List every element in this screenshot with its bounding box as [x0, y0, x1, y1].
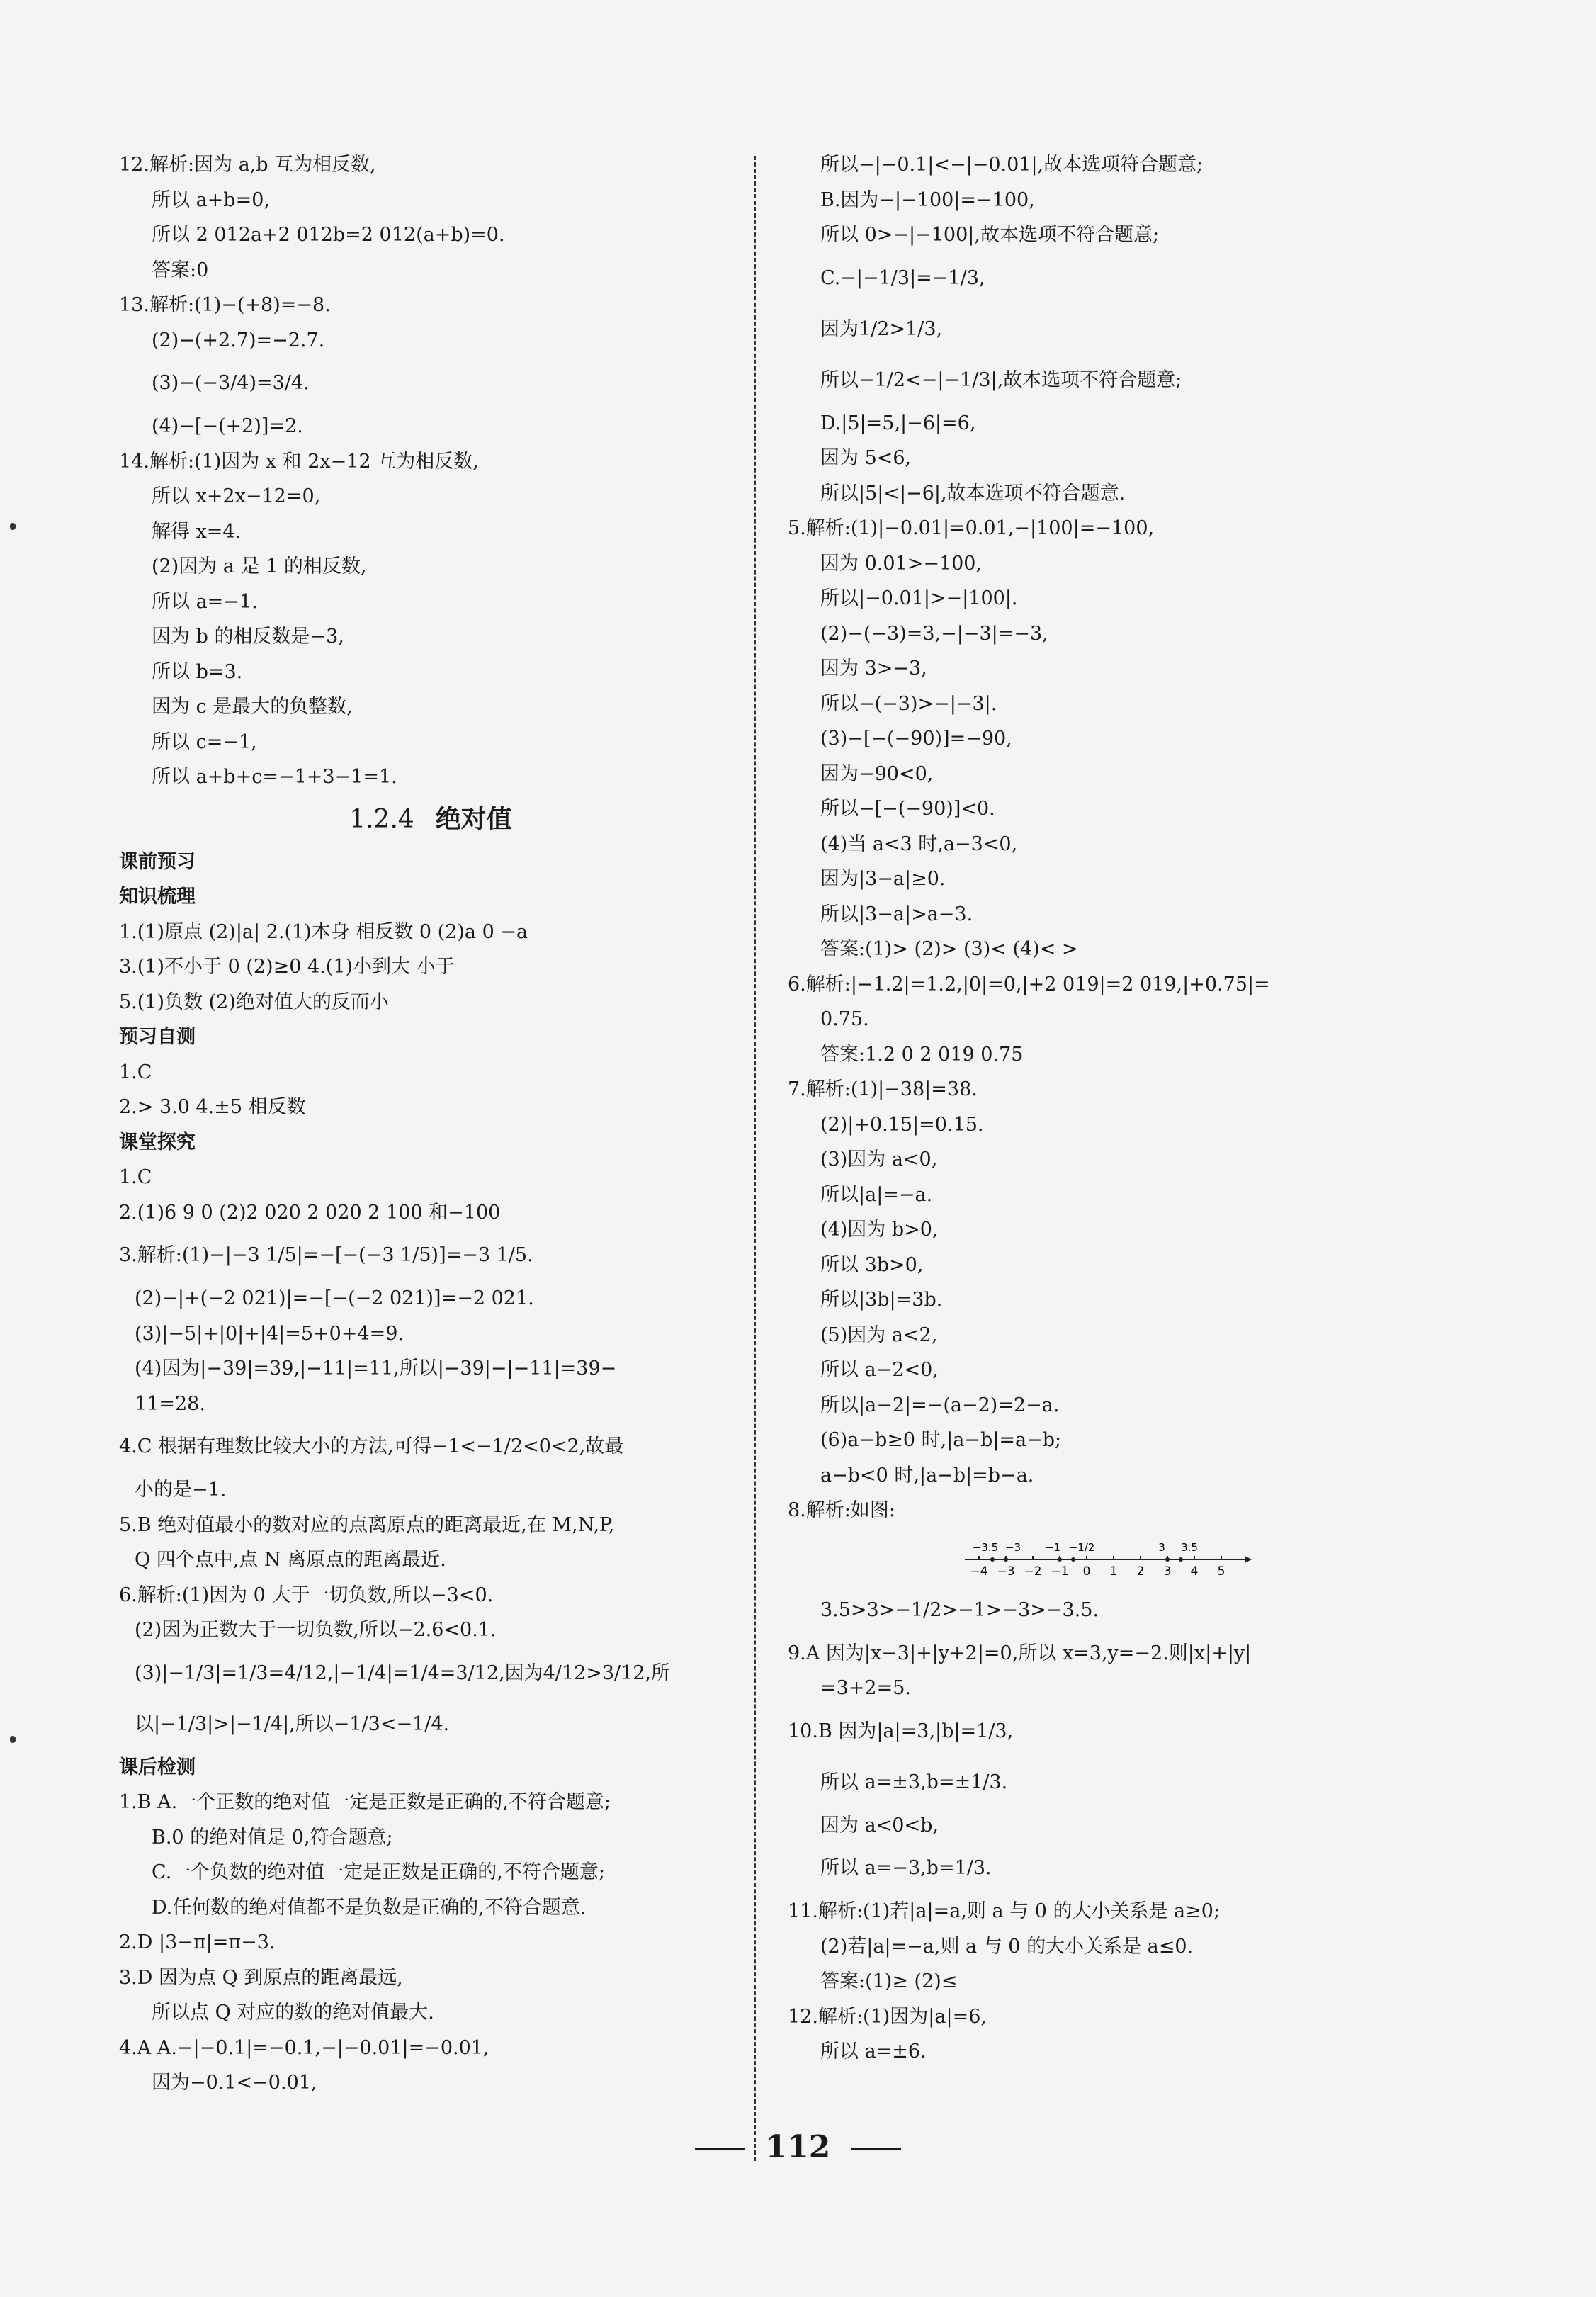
text-line: 12.解析:因为 a,b 互为相反数, [119, 154, 376, 176]
text-line: (2)−|+(−2 021)|=−[−(−2 021)]=−2 021. [135, 1287, 534, 1309]
text-line: 2.D |3−π|=π−3. [119, 1931, 276, 1953]
text-line: 所以|a−2|=−(a−2)=2−a. [820, 1394, 1060, 1416]
text-line: 0.75. [820, 1008, 869, 1030]
column-divider [754, 156, 756, 2161]
number-line-point [1179, 1557, 1183, 1562]
text-line: 8.解析:如图: [788, 1499, 895, 1521]
text-line: 1.B A.一个正数的绝对值一定是正数是正确的,不符合题意; [119, 1791, 611, 1813]
text-line: 9.A 因为|x−3|+|y+2|=0,所以 x=3,y=−2.则|x|+|y| [788, 1642, 1252, 1664]
text-line: 答案:(1)> (2)> (3)< (4)< > [820, 938, 1078, 960]
text-line: 因为1/2>1/3, [820, 317, 943, 340]
text-line: 1.C [119, 1166, 152, 1188]
number-line-point-label: −3.5 [972, 1540, 999, 1554]
text-line: 答案:(1)≥ (2)≤ [820, 1970, 958, 1992]
text-line: (4)当 a<3 时,a−3<0, [820, 833, 1018, 855]
text-line: D.|5|=5,|−6|=6, [820, 412, 976, 434]
number-line-tick-label: 1 [1109, 1564, 1118, 1579]
section-number: 1.2.4 [349, 804, 414, 834]
text-line: 7.解析:(1)|−38|=38. [788, 1078, 978, 1100]
number-line-point [1058, 1557, 1062, 1562]
text-line: 2.(1)6 9 0 (2)2 020 2 020 2 100 和−100 [119, 1201, 501, 1224]
number-line-point [990, 1557, 995, 1562]
text-line: (4)−[−(+2)]=2. [152, 415, 303, 437]
text-line: 因为 3>−3, [820, 658, 927, 679]
text-line: B.0 的绝对值是 0,符合题意; [152, 1826, 393, 1849]
section-name: 绝对值 [435, 804, 512, 834]
text-line: (2)|+0.15|=0.15. [820, 1113, 984, 1136]
text-line: 14.解析:(1)因为 x 和 2x−12 互为相反数, [119, 450, 479, 473]
left-column [119, 147, 742, 2101]
text-line: 3.5>3>−1/2>−1>−3>−3.5. [820, 1598, 1099, 1621]
text-line: 答案:0 [152, 259, 209, 281]
text-line: (6)a−b≥0 时,|a−b|=a−b; [820, 1429, 1062, 1451]
text-line: 所以−1/2<−|−1/3|,故本选项不符合题意; [820, 368, 1182, 391]
number-line-point [1165, 1557, 1170, 1562]
text-line: 因为 5<6, [820, 447, 912, 469]
footer-dash-right [851, 2148, 901, 2150]
text-line: (4)因为 b>0, [820, 1219, 939, 1241]
text-line: (3)|−5|+|0|+|4|=5+0+4=9. [135, 1322, 404, 1345]
text-line: (3)|−1/3|=1/3=4/12,|−1/4|=1/4=3/12,因为4/12>3/12,所 [135, 1661, 671, 1684]
text-line: 所以 a+b+c=−1+3−1=1. [152, 766, 397, 788]
text-line: 4.C 根据有理数比较大小的方法,可得−1<−1/2<0<2,故最 [119, 1435, 624, 1457]
text-line: (5)因为 a<2, [820, 1324, 938, 1346]
number-line-point-label: −1/2 [1068, 1540, 1095, 1554]
text-line: 以|−1/3|>|−1/4|,所以−1/3<−1/4. [135, 1712, 450, 1735]
text-line: (3)−[−(−90)]=−90, [820, 728, 1012, 750]
text-line: (3)因为 a<0, [820, 1148, 938, 1170]
number-line-tick-label: −1 [1051, 1564, 1069, 1579]
text-line: 所以 a=±6. [820, 2041, 927, 2062]
text-line: 2.> 3.0 4.±5 相反数 [119, 1096, 306, 1118]
text-line: C.一个负数的绝对值一定是正数是正确的,不符合题意; [152, 1861, 605, 1883]
text-line: C.−|−1/3|=−1/3, [820, 266, 985, 289]
scan-mark [10, 1736, 16, 1743]
text-line: (4)因为|−39|=39,|−11|=11,所以|−39|−|−11|=39− [135, 1358, 617, 1379]
text-line: 所以−|−0.1|<−|−0.01|,故本选项符合题意; [820, 154, 1204, 176]
text-line: 1.C [119, 1061, 152, 1083]
number-line-tick-label: 4 [1190, 1564, 1199, 1579]
text-line: 因为 0.01>−100, [820, 552, 983, 575]
text-line: 11=28. [135, 1392, 205, 1415]
text-line: (2)−(+2.7)=−2.7. [152, 329, 325, 351]
number-line-tick-label: 3 [1163, 1564, 1172, 1579]
text-line: 因为 c 是最大的负整数, [152, 696, 353, 718]
number-line-figure [788, 1528, 1447, 1585]
text-line: 小的是−1. [135, 1479, 227, 1501]
number-line-tick-label: −2 [1024, 1564, 1042, 1579]
text-line: 所以|3−a|>a−3. [820, 903, 973, 925]
number-line-tick-label: −3 [997, 1564, 1015, 1579]
text-line: 所以 a=−3,b=1/3. [820, 1857, 992, 1879]
page-number: 112 [765, 2129, 831, 2165]
text-line: (3)−(−3/4)=3/4. [152, 372, 310, 394]
text-line: =3+2=5. [820, 1677, 911, 1699]
text-line: 所以−(−3)>−|−3|. [820, 692, 997, 715]
number-line-point-label: 3.5 [1181, 1540, 1198, 1554]
text-line: 所以|5|<|−6|,故本选项不符合题意. [820, 482, 1126, 504]
scan-mark [10, 523, 16, 530]
text-line: 5.B 绝对值最小的数对应的点离原点的距离最近,在 M,N,P, [119, 1513, 615, 1536]
text-line: 因为 b 的相反数是−3, [152, 626, 344, 648]
text-line: 5.(1)负数 (2)绝对值大的反而小 [119, 991, 389, 1013]
right-column [788, 147, 1447, 2070]
text-line: 3.D 因为点 Q 到原点的距离最远, [119, 1966, 403, 1989]
text-line: Q 四个点中,点 N 离原点的距离最近. [135, 1549, 446, 1571]
text-line: 所以 a=±3,b=±1/3. [820, 1771, 1008, 1793]
text-line: 6.解析:(1)因为 0 大于一切负数,所以−3<0. [119, 1584, 494, 1606]
subsection-header: 课前预习 [119, 850, 196, 873]
text-line: 所以−[−(−90)]<0. [820, 798, 995, 820]
number-line-point-label: −1 [1044, 1540, 1061, 1554]
text-line: (2)−(−3)=3,−|−3|=−3, [820, 622, 1048, 645]
text-line: 1.(1)原点 (2)|a| 2.(1)本身 相反数 0 (2)a 0 −a [119, 920, 528, 943]
subsection-header: 知识梳理 [119, 886, 196, 908]
text-line: 所以 c=−1, [152, 730, 257, 753]
text-line: 所以 a−2<0, [820, 1359, 939, 1381]
text-line: 因为−90<0, [820, 762, 934, 785]
footer-dash-left [695, 2148, 745, 2150]
subsection-header: 预习自测 [119, 1026, 196, 1048]
text-line: 因为 a<0<b, [820, 1814, 939, 1836]
text-line: 所以 a=−1. [152, 590, 258, 613]
text-line: D.任何数的绝对值都不是负数是正确的,不符合题意. [152, 1896, 587, 1919]
text-line: 4.A A.−|−0.1|=−0.1,−|−0.01|=−0.01, [119, 2036, 489, 2059]
text-line: (2)若|a|=−a,则 a 与 0 的大小关系是 a≤0. [820, 1935, 1194, 1958]
text-line: 10.B 因为|a|=3,|b|=1/3, [788, 1720, 1014, 1742]
text-line: 所以 0>−|−100|,故本选项不符合题意; [820, 224, 1160, 246]
text-line: 解得 x=4. [152, 520, 242, 543]
text-line: 因为|3−a|≥0. [820, 868, 946, 890]
text-line: 所以|−0.01|>−|100|. [820, 587, 1018, 609]
number-line-tick-label: 2 [1136, 1564, 1145, 1579]
text-line: 3.解析:(1)−|−3 1/5|=−[−(−3 1/5)]=−3 1/5. [119, 1244, 533, 1266]
text-line: 12.解析:(1)因为|a|=6, [788, 2005, 987, 2028]
text-line: 所以 x+2x−12=0, [152, 485, 321, 507]
text-line: 因为−0.1<−0.01, [152, 2072, 317, 2094]
number-line-tick-label: 0 [1082, 1564, 1091, 1579]
text-line: a−b<0 时,|a−b|=b−a. [820, 1464, 1034, 1486]
text-line: 6.解析:|−1.2|=1.2,|0|=0,|+2 019|=2 019,|+0.75|= [788, 973, 1270, 995]
number-line-point-label: −3 [1004, 1540, 1021, 1554]
number-line-tick-label: 5 [1217, 1564, 1226, 1579]
number-line-point [1071, 1557, 1075, 1562]
text-line: B.因为−|−100|=−100, [820, 188, 1035, 211]
number-line-point [1004, 1557, 1008, 1562]
text-line: 13.解析:(1)−(+8)=−8. [119, 294, 331, 316]
section-title [119, 795, 742, 845]
text-line: 所以 b=3. [152, 660, 243, 683]
number-line-tick-label: −4 [970, 1564, 988, 1579]
number-line [958, 1528, 1255, 1585]
text-line: 所以 a+b=0, [152, 188, 270, 211]
text-line: (2)因为 a 是 1 的相反数, [152, 555, 367, 577]
text-line: 所以|a|=−a. [820, 1183, 933, 1206]
text-line: 所以 2 012a+2 012b=2 012(a+b)=0. [152, 224, 505, 246]
text-line: 所以|3b|=3b. [820, 1289, 943, 1311]
text-line: 3.(1)不小于 0 (2)≥0 4.(1)小到大 小于 [119, 956, 455, 978]
page-number-footer [0, 2129, 1596, 2165]
text-line: 11.解析:(1)若|a|=a,则 a 与 0 的大小关系是 a≥0; [788, 1900, 1221, 1922]
text-line: 5.解析:(1)|−0.01|=0.01,−|100|=−100, [788, 517, 1155, 539]
text-line: 所以 3b>0, [820, 1253, 924, 1276]
text-line: 所以点 Q 对应的数的绝对值最大. [152, 2002, 434, 2024]
number-line-arrow [1245, 1556, 1252, 1563]
subsection-header: 课后检测 [119, 1756, 196, 1778]
number-line-point-label: 3 [1158, 1540, 1165, 1554]
text-line: (2)因为正数大于一切负数,所以−2.6<0.1. [135, 1619, 497, 1641]
text-line: 答案:1.2 0 2 019 0.75 [820, 1043, 1024, 1066]
subsection-header: 课堂探究 [119, 1131, 196, 1153]
